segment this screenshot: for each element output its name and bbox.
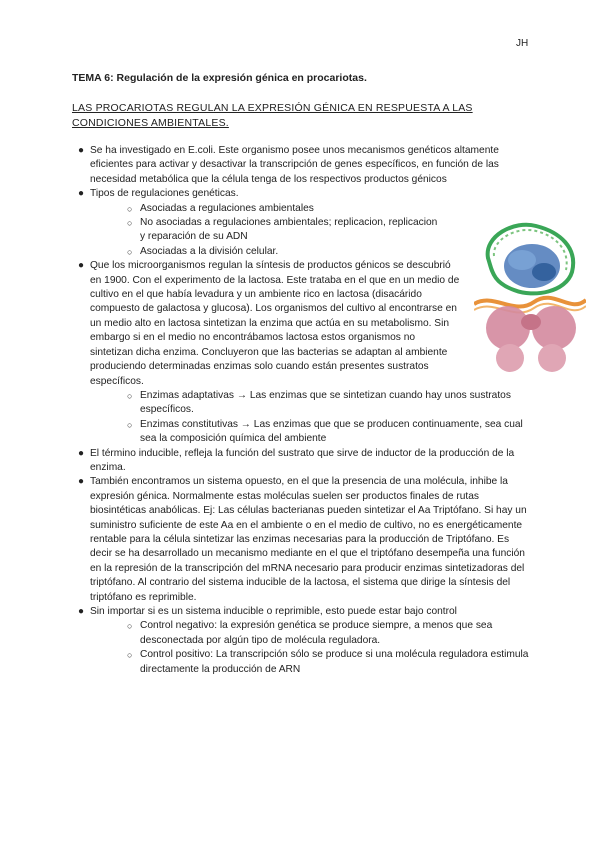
sub-list-item bbox=[125, 245, 532, 259]
sub-list-item bbox=[125, 389, 532, 418]
sub-item-text: No asociadas a regulaciones ambientales; replicacion, replicacion y reparación de su ADN bbox=[140, 217, 438, 243]
sub-bullet-icon: ○ bbox=[127, 390, 133, 401]
sub-item-text: Enzimas constitutivas → Las enzimas que que se producen continuamente, sea cual sea la composición química del ambiente bbox=[140, 418, 523, 445]
sub-item-text: Asociadas a la división celular. bbox=[140, 245, 279, 257]
sub-item-text: Control negativo: la expresión genética se produce siempre, a menos que sea desconectada por algún tipo de molécula reguladora. bbox=[140, 620, 493, 646]
sub-list-item bbox=[125, 648, 532, 677]
header-initials: JH bbox=[516, 38, 529, 49]
list-item bbox=[72, 605, 532, 677]
list-item-text: Se ha investigado en E.coli. Este organismo posee unos mecanismos genéticos altamente eficientes para activar y desactivar la transcripción de genes específicos, en función de las necesidad metabólica que la célula tenga de los respectivos productos génicos bbox=[90, 145, 499, 185]
sub-bullet-icon: ○ bbox=[127, 621, 133, 632]
bullet-list bbox=[72, 144, 532, 677]
page-title: TEMA 6: Regulación de la expresión génica en procariotas. bbox=[72, 72, 367, 84]
bullet-icon: ● bbox=[78, 476, 85, 488]
list-item-text: Que los microorganismos regulan la síntesis de productos génicos se descubrió en 1900. Con el experimento de la lactosa. Este trataba en el que en un medio de cultivo en el que había levadura y un ambiente rico en lactosa (disacárido compuesto de galactosa y glucosa). Los organismos del cultivo al encontrarse en un medio alto en lactosa sintetizan la enzima que actúa en su metabolismo. Sin embargo si en el medio no encontrábamos lactosa estos organismos no sintetizan dicha enzima. Concluyeron que las bacterias se adaptan al ambiente produciendo determinadas enzimas solo cuando están presentes sustratos específicos. bbox=[90, 260, 460, 387]
sub-item-text: Enzimas adaptativas → Las enzimas que se sintetizan cuando hay unos sustratos específicos. bbox=[140, 389, 511, 416]
list-item bbox=[72, 144, 532, 187]
sub-list bbox=[90, 619, 532, 677]
sub-bullet-icon: ○ bbox=[127, 650, 133, 661]
protein-dna-structure-icon bbox=[474, 218, 586, 380]
bullet-icon: ● bbox=[78, 145, 85, 156]
list-item bbox=[72, 447, 532, 476]
document-body bbox=[72, 144, 532, 677]
sub-bullet-icon: ○ bbox=[127, 218, 133, 229]
sub-list bbox=[90, 202, 532, 260]
sub-list-item bbox=[125, 202, 532, 216]
section-subtitle: LAS PROCARIOTAS REGULAN LA EXPRESIÓN GÉNICA EN RESPUESTA A LAS CONDICIONES AMBIENTALES. bbox=[72, 102, 473, 129]
sub-item-text: Asociadas a regulaciones ambientales bbox=[140, 202, 314, 214]
sub-bullet-icon: ○ bbox=[127, 419, 133, 430]
list-item-text: Sin importar si es un sistema inducible o reprimible, esto puede estar bajo control bbox=[90, 606, 457, 617]
sub-list-item bbox=[125, 418, 532, 447]
sub-bullet-icon: ○ bbox=[127, 246, 133, 257]
sub-list-item bbox=[125, 216, 440, 245]
sub-bullet-icon: ○ bbox=[127, 203, 133, 214]
list-item-text: También encontramos un sistema opuesto, en el que la presencia de una molécula, inhibe la expresión génica. Normalmente estas moléculas suelen ser productos finales de rutas biosintéticas anabólicas. Ej: Las células bacterianas pueden sintetizar el Aa Triptófano. Si hay un suministro suficiente de este Aa en el ambiente o en el medio de cultivo, no es energéticamente rentable para la célula sintetizar las enzimas necesarias para la producción de Triptófano. Es decir se ha desarrollado un mecanismo mediante en el que el triptófano desempeña una función en la represión de la transcripción del mRNA necesario para producir enzimas sintetizadoras del triptófano. Al contrario del sistema inducible de la lactosa, el sistema que dirige la síntesis del triptófano es reprimible. bbox=[90, 476, 527, 603]
bullet-icon: ● bbox=[78, 447, 85, 459]
bullet-icon: ● bbox=[78, 188, 85, 200]
list-item-text: El término inducible, refleja la función del sustrato que sirve de inductor de la producción de la enzima. bbox=[90, 447, 515, 473]
sub-list bbox=[90, 389, 532, 447]
bullet-icon: ● bbox=[78, 606, 85, 617]
list-item-text: Tipos de regulaciones genéticas. bbox=[90, 188, 239, 200]
sub-item-text: Control positivo: La transcripción sólo se produce si una molécula reguladora estimula directamente la producción de ARN bbox=[140, 649, 529, 675]
list-item bbox=[72, 475, 532, 605]
list-item bbox=[72, 259, 532, 446]
list-item bbox=[72, 187, 532, 259]
sub-list-item bbox=[125, 619, 532, 648]
bullet-icon: ● bbox=[78, 260, 85, 272]
